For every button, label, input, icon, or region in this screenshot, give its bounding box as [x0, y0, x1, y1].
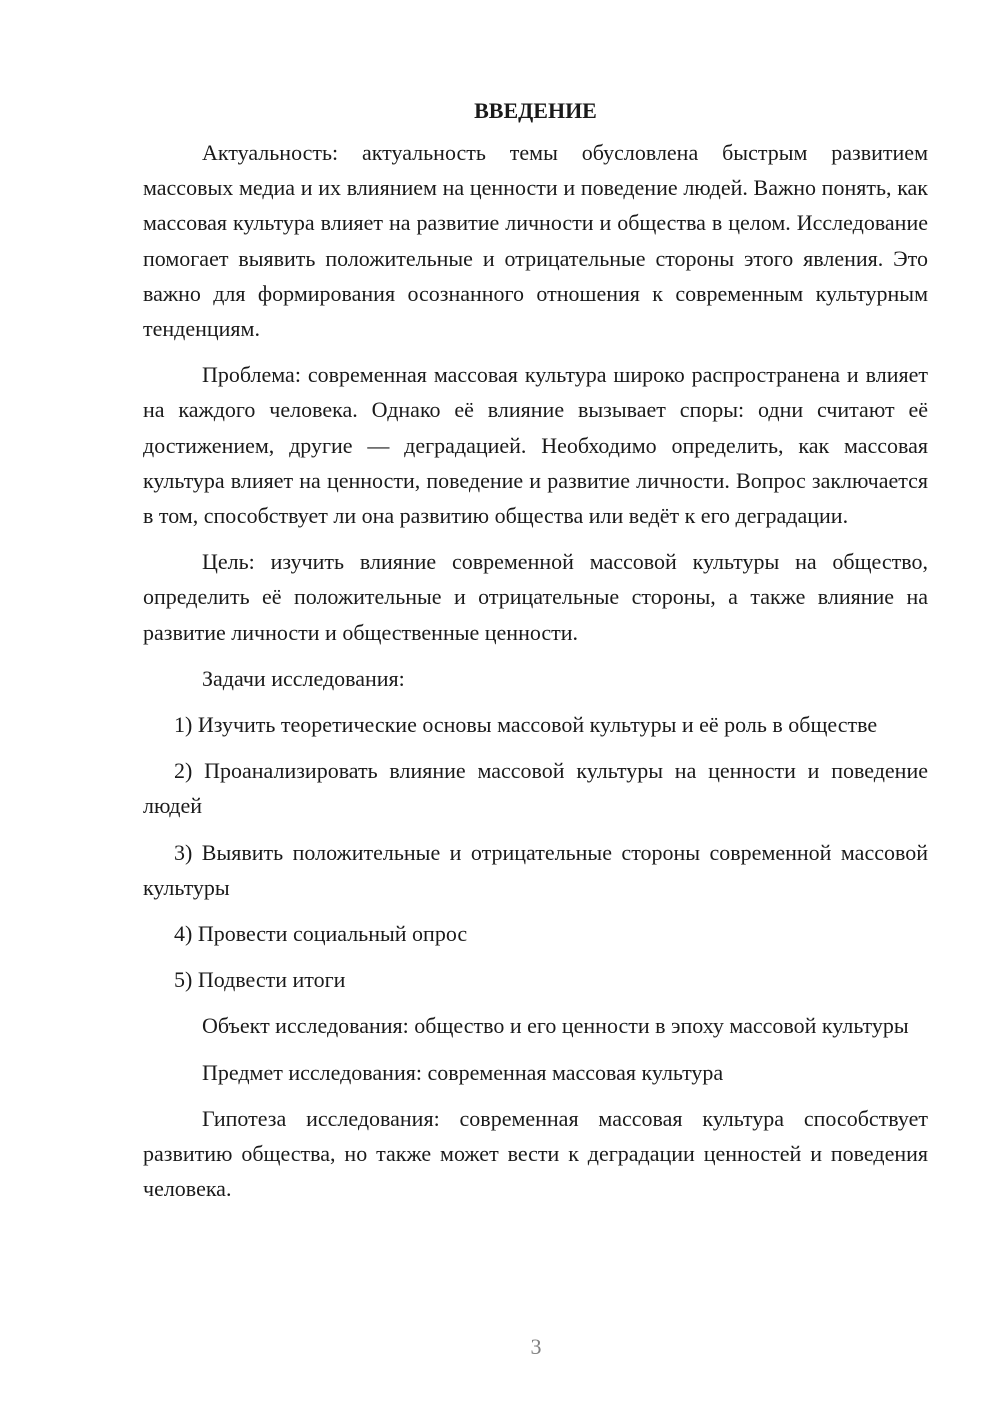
- page-number: 3: [530, 1334, 542, 1359]
- page-content: [143, 96, 928, 1217]
- task-item-4: 4) Провести социальный опрос: [174, 921, 468, 947]
- task-item-1: 1) Изучить теоретические основы массовой культуры и её роль в обществе: [174, 712, 878, 738]
- task-item-3: 3) Выявить положительные и отрицательные стороны современной массовой культуры: [143, 839, 928, 900]
- task-item-5: 5) Подвести итоги: [174, 967, 346, 993]
- paragraph-goal: Цель: изучить влияние современной массовой культуры на общество, определить её положительные и отрицательные стороны, а также влияние на развитие личности и общественные ценности.: [143, 549, 928, 645]
- paragraph-subject: Предмет исследования: современная массовая культура: [202, 1059, 724, 1085]
- paragraph-hypothesis: Гипотеза исследования: современная массовая культура способствует развитию общества, но также может вести к деградации ценностей и поведения человека.: [143, 1105, 928, 1202]
- paragraph-relevance: Актуальность: актуальность темы обусловлена быстрым развитием массовых медиа и их влиянием на ценности и поведение людей. Важно понять, как массовая культура влияет на развитие личности и общества в целом. Исследование помогает выявить положительные и отрицательные стороны этого явления. Это важно для формирования осознанного отношения к современным культурным тенденциям.: [143, 140, 928, 342]
- section-title: ВВЕДЕНИЕ: [474, 98, 597, 123]
- paragraph-problem: Проблема: современная массовая культура широко распространена и влияет на каждого человека. Однако её влияние вызывает споры: одни считают её достижением, другие — деградацией. Необходимо определить, как массовая культура влияет на ценности, поведение и развитие личности. Вопрос заключается в том, способствует ли она развитию общества или ведёт к его деградации.: [143, 362, 928, 529]
- task-item-2: 2) Проанализировать влияние массовой культуры на ценности и поведение людей: [143, 758, 928, 819]
- paragraph-tasks-heading: Задачи исследования:: [202, 665, 405, 691]
- paragraph-object: Объект исследования: общество и его ценности в эпоху массовой культуры: [202, 1013, 909, 1039]
